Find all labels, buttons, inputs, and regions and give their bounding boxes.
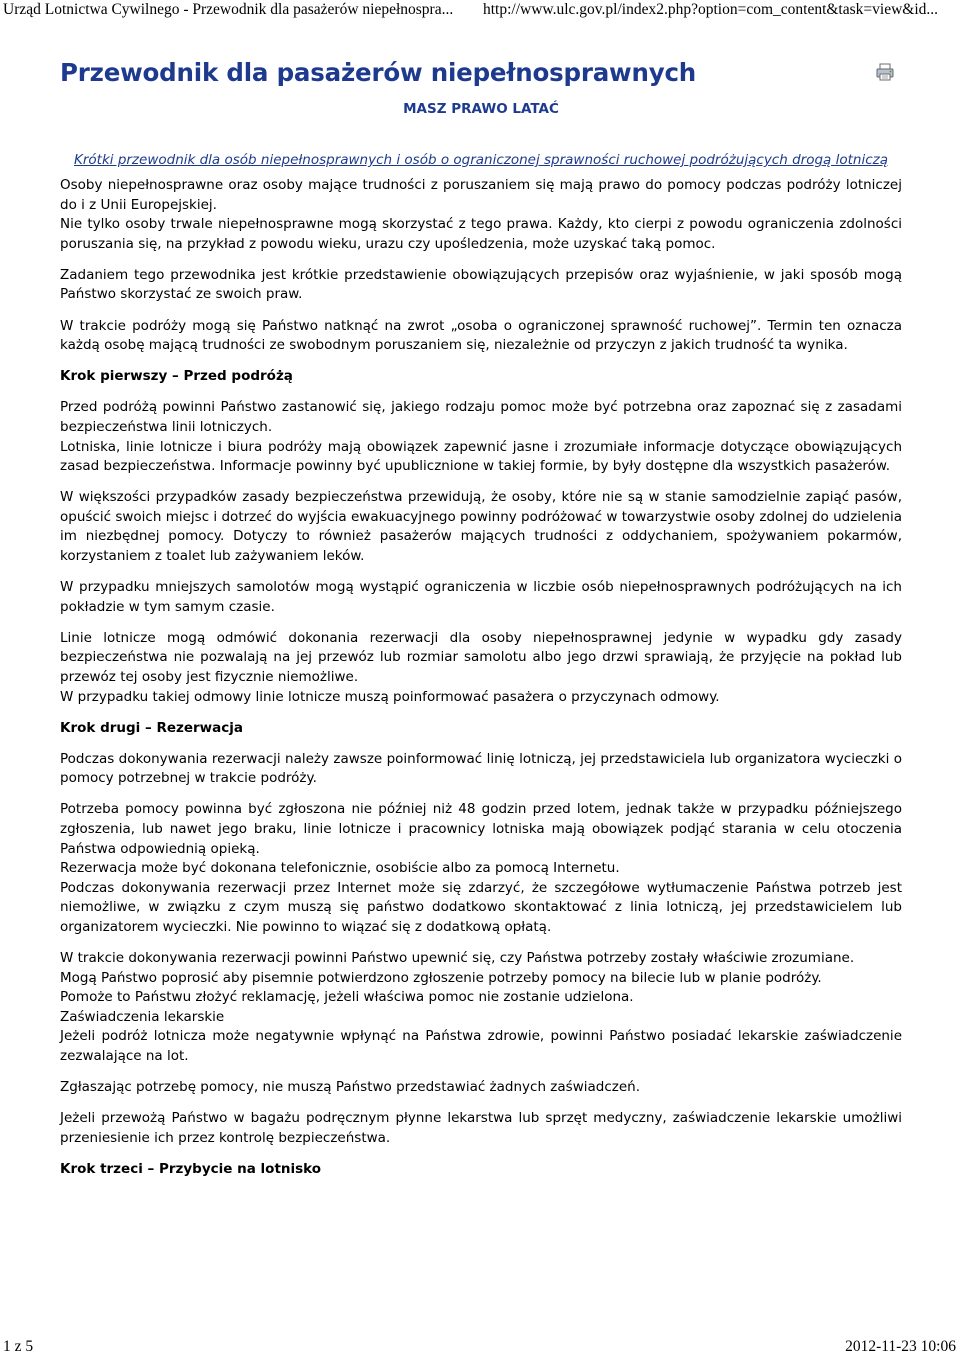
paragraph: Podczas dokonywania rezerwacji należy zawsze poinformować linię lotniczą, jej przedstawiciela lub organizatora wycieczki o pomocy potrzebnej w trakcie podróży. (60, 750, 902, 787)
print-header (0, 0, 960, 22)
page-number: 1 z 5 (3, 1338, 34, 1355)
paragraph: Osoby niepełnosprawne oraz osoby mające trudności z poruszaniem się mają prawo do pomocy podczas podróży lotniczej do i z Unii Europejskiej. (60, 177, 902, 213)
subsection-label: Zaświadczenia lekarskie (60, 1008, 225, 1025)
paragraph: Lotniska, linie lotnicze i biura podróży mają obowiązek zapewnić jasne i zrozumiałe informacje dotyczące obowiązujących zasad bezpieczeństwa. Informacje powinny być upublicznione w takiej formie, by były dostępne dla wszystkich pasażerów. (60, 438, 902, 475)
header-url: http://www.ulc.gov.pl/index2.php?option=com_content&task=view&id... (483, 1, 939, 18)
intro-link[interactable]: Krótki przewodnik dla osób niepełnosprawnych i osób o ograniczonej sprawności ruchowej podróżujących drogą lotniczą (74, 152, 888, 168)
paragraph: Zgłaszając potrzebę pomocy, nie muszą Państwo przedstawiać żadnych zaświadczeń. (60, 1079, 640, 1096)
paragraph: Linie lotnicze mogą odmówić dokonania rezerwacji dla osoby niepełnosprawnej jedynie w wypadku gdy zasady bezpieczeństwa nie pozwalają na jej przewóz lub rozmiar samolotu albo jego drzwi sprawiają, że przyjęcie na pokład lub przewóz tej osoby jest fizycznie niemożliwe. (60, 629, 902, 685)
paragraph: Jeżeli podróż lotnicza może negatywnie wpłynąć na Państwa zdrowie, powinni Państwo posiadać lekarskie zaświadczenie zezwalające na lot. (60, 1028, 902, 1065)
paragraph: Zadaniem tego przewodnika jest krótkie przedstawienie obowiązujących przepisów oraz wyjaśnienie, w jaki sposób mogą Państwo skorzystać ze swoich praw. (60, 266, 902, 303)
print-datetime: 2012-11-23 10:06 (845, 1338, 956, 1355)
article-body (60, 176, 902, 1180)
paragraph: Przed podróżą powinni Państwo zastanowić się, jakiego rodzaju pomoc może być potrzebna oraz zapoznać się z zasadami bezpieczeństwa linii lotniczych. (60, 399, 902, 435)
paragraph: Rezerwacja może być dokonana telefonicznie, osobiście albo za pomocą Internetu. (60, 860, 620, 877)
paragraph: W trakcie podróży mogą się Państwo natknąć na zwrot „osoba o ograniczonej sprawność ruchowej”. Termin ten oznacza każdą osobę mającą trudności ze swobodnym poruszaniem się, niezależnie od przyczyn z jakich trudność ta wynika. (60, 317, 902, 354)
print-icon[interactable] (876, 63, 894, 81)
paragraph: Jeżeli przewożą Państwo w bagażu podręcznym płynne lekarstwa lub sprzęt medyczny, zaświadczenie lekarskie umożliwi przeniesienie ich przez kontrolę bezpieczeństwa. (60, 1110, 902, 1146)
paragraph: W trakcie dokonywania rezerwacji powinni Państwo upewnić się, czy Państwa potrzeby zostały właściwie zrozumiane. (60, 950, 855, 967)
paragraph: Mogą Państwo poprosić aby pisemnie potwierdzono zgłoszenie potrzeby pomocy na bilecie lub w planie podróży. (60, 969, 822, 986)
print-footer (0, 1336, 960, 1356)
section-heading: Krok pierwszy – Przed podróżą (60, 368, 293, 385)
paragraph: Potrzeba pomocy powinna być zgłoszona nie później niż 48 godzin przed lotem, jednak także w przypadku późniejszego zgłoszenia, lub nawet jego braku, linie lotnicze i pracownicy lotniska mają obowiązek podjąć starania w celu otoczenia Państwa odpowiednią opieką. (60, 801, 902, 857)
subtitle: MASZ PRAWO LATAĆ (403, 101, 559, 117)
page-title: Przewodnik dla pasażerów niepełnosprawnych (60, 58, 697, 87)
header-page-title: Urząd Lotnictwa Cywilnego - Przewodnik dla pasażerów niepełnospra... (3, 1, 454, 18)
section-heading: Krok trzeci – Przybycie na lotnisko (60, 1160, 322, 1177)
article (60, 55, 902, 1180)
paragraph: W większości przypadków zasady bezpieczeństwa przewidują, że osoby, które nie są w stanie samodzielnie zapiąć pasów, opuścić swoich miejsc i dotrzeć do wyjścia ewakuacyjnego powinny podróżować w towarzystwie osoby zdolnej do udzielenia im niezbędnej pomocy. Dotyczy to również pasażerów mających trudności z oddychaniem, spożywaniem pokarmów, korzystaniem z toalet lub zażywaniem leków. (60, 489, 902, 564)
paragraph: W przypadku mniejszych samolotów mogą wystąpić ograniczenia w liczbie osób niepełnosprawnych podróżujących na ich pokładzie w tym samym czasie. (60, 579, 902, 615)
section-heading: Krok drugi – Rezerwacja (60, 719, 243, 736)
paragraph: Podczas dokonywania rezerwacji przez Internet może się zdarzyć, że szczegółowe wytłumaczenie Państwa potrzeb jest niemożliwe, w związku z czym muszą się państwo dodatkowo skontaktować z linia lotniczą, jej przedstawicielem lub organizatorem wycieczki. Nie powinno to wiązać się z dodatkową opłatą. (60, 879, 902, 935)
title-row (60, 55, 902, 91)
paragraph: Nie tylko osoby trwale niepełnosprawne mogą skorzystać z tego prawa. Każdy, kto cierpi z powodu ograniczenia zdolności poruszania się, na przykład z powodu wieku, urazu czy upośledzenia, może uzyskać taką pomoc. (60, 216, 902, 252)
paragraph: W przypadku takiej odmowy linie lotnicze muszą poinformować pasażera o przyczynach odmowy. (60, 688, 720, 705)
paragraph: Pomoże to Państwu złożyć reklamację, jeżeli właściwa pomoc nie zostanie udzielona. (60, 989, 634, 1006)
